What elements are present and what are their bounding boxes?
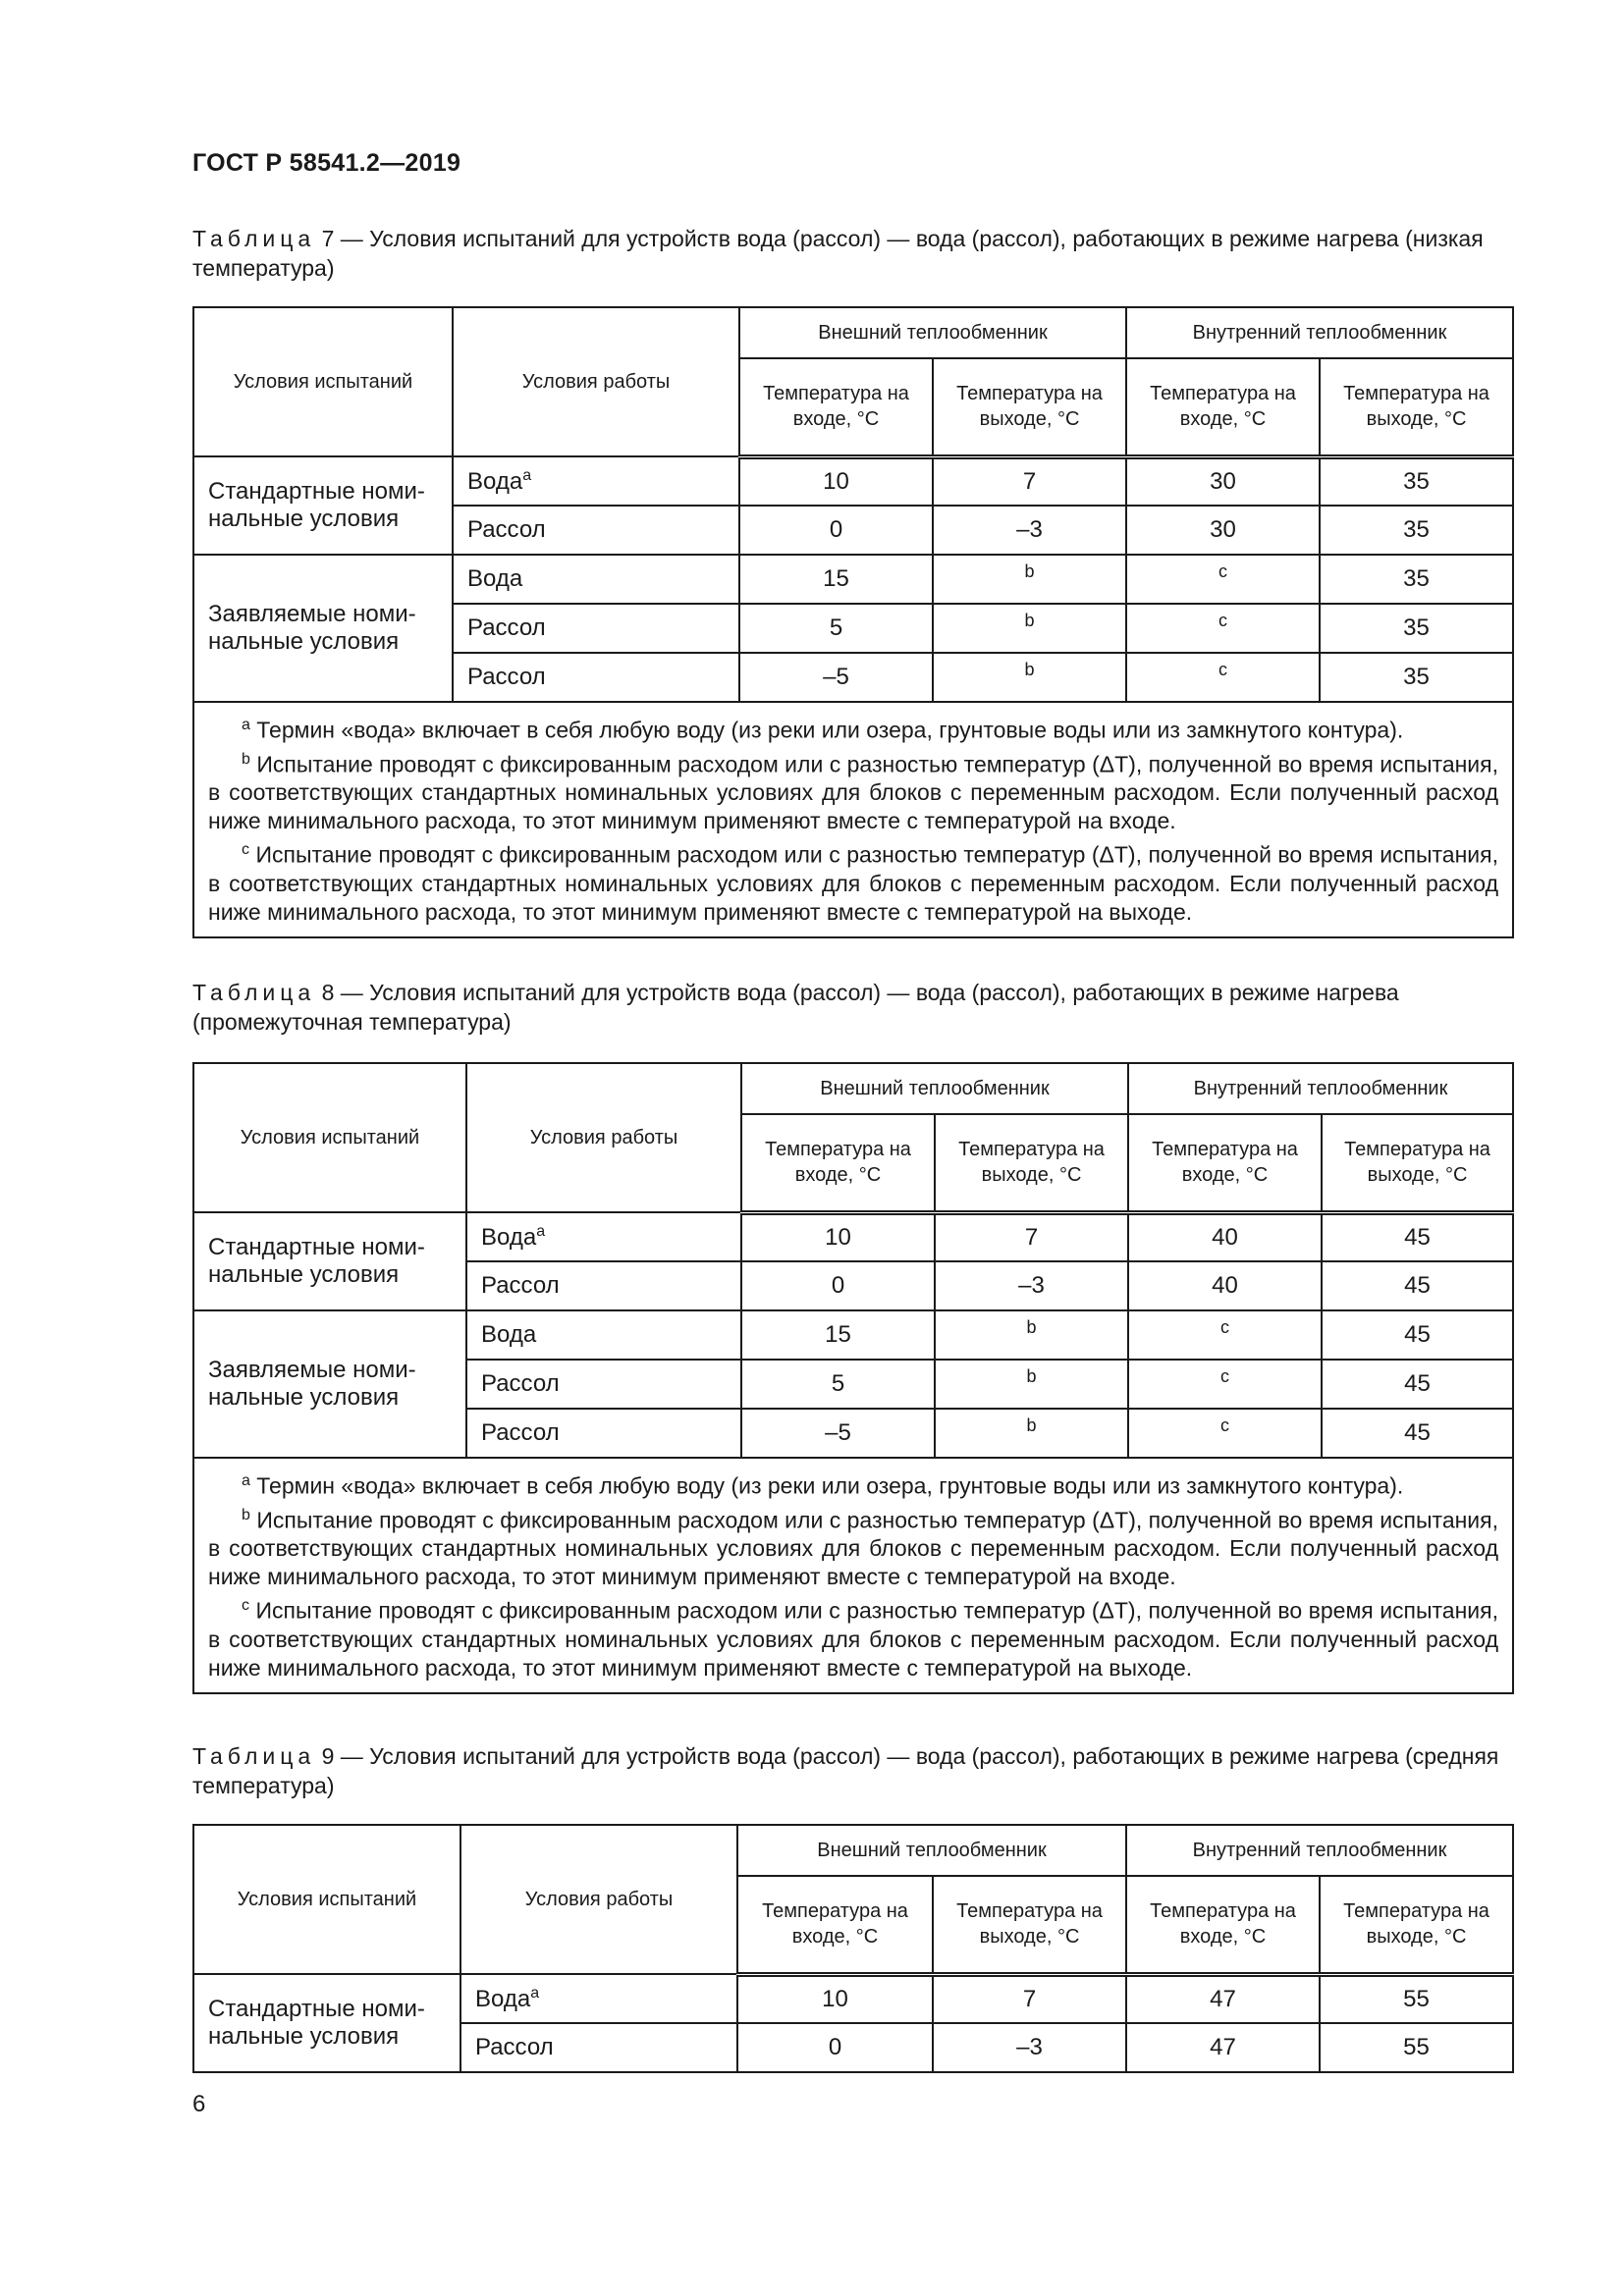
cell: –3 xyxy=(935,1261,1128,1310)
header-external-hx: Внешний теплообменник xyxy=(737,1825,1126,1876)
table-7 xyxy=(192,306,1514,938)
cell: 35 xyxy=(1320,456,1513,506)
work-brine: Рассол xyxy=(466,1261,741,1310)
header-temp-out: Температура на выходе, °С xyxy=(1320,358,1513,456)
cell: 7 xyxy=(933,1974,1126,2023)
work-brine: Рассол xyxy=(460,2023,737,2072)
table-7-caption xyxy=(192,224,1512,283)
header-external-hx: Внешний теплообменник xyxy=(741,1063,1128,1114)
note-b: $^b$ Испытание проводят с фиксированным расходом или с разностью температур (ΔT), полученной во время испытания, в соответствующих стандартных номинальных условиях для блоков с переменным расходом. Если полученный расход ниже минимального расхода, то этот минимум применяют вместе с температурой на входе. xyxy=(208,1506,1498,1590)
cell: 15 xyxy=(739,555,933,604)
header-temp-in: Температура на входе, °С xyxy=(741,1114,935,1212)
work-brine: Рассол xyxy=(453,653,739,702)
cell: 5 xyxy=(739,604,933,653)
table-8-caption xyxy=(192,978,1512,1037)
footnote-ref: b xyxy=(935,1409,1128,1458)
work-water: Вода xyxy=(466,1310,741,1360)
header-temp-out: Температура на выходе, °С xyxy=(935,1114,1128,1212)
footnote-ref: c xyxy=(1128,1360,1322,1409)
cell: 10 xyxy=(741,1212,935,1261)
cond-declared: Заявляемые номи-нальные условия xyxy=(193,555,453,702)
cell: 30 xyxy=(1126,456,1320,506)
header-temp-out: Температура на выходе, °С xyxy=(933,358,1126,456)
header-temp-in: Температура на входе, °С xyxy=(737,1876,933,1974)
footnote-ref: c xyxy=(1126,604,1320,653)
footnote-ref: b xyxy=(933,653,1126,702)
header-temp-in: Температура на входе, °С xyxy=(1128,1114,1322,1212)
cell: 15 xyxy=(741,1310,935,1360)
footnote-ref: c xyxy=(1128,1310,1322,1360)
cell: 35 xyxy=(1320,604,1513,653)
document-header: ГОСТ Р 58541.2—2019 xyxy=(192,149,461,177)
footnote-ref: b xyxy=(935,1360,1128,1409)
work-brine: Рассол xyxy=(466,1360,741,1409)
cell: 35 xyxy=(1320,555,1513,604)
cell: 47 xyxy=(1126,1974,1320,2023)
cond-standard: Стандартные номи-нальные условия xyxy=(193,456,453,555)
footnote-ref: c xyxy=(1128,1409,1322,1458)
cell: 10 xyxy=(737,1974,933,2023)
cell: –5 xyxy=(741,1409,935,1458)
work-water: Вода$^a$ xyxy=(466,1212,741,1261)
footnote-ref: b xyxy=(933,555,1126,604)
header-temp-out: Температура на выходе, °С xyxy=(1322,1114,1513,1212)
table-8 xyxy=(192,1062,1514,1694)
cell: 35 xyxy=(1320,506,1513,555)
cell: 30 xyxy=(1126,506,1320,555)
cell: –5 xyxy=(739,653,933,702)
header-test-conditions: Условия испытаний xyxy=(193,1063,466,1212)
footnote-ref: c xyxy=(1126,555,1320,604)
cell: 45 xyxy=(1322,1409,1513,1458)
cell: –3 xyxy=(933,2023,1126,2072)
cell: 0 xyxy=(737,2023,933,2072)
cell: 5 xyxy=(741,1360,935,1409)
table-notes xyxy=(193,702,1513,937)
cond-standard: Стандартные номи-нальные условия xyxy=(193,1974,460,2072)
header-test-conditions: Условия испытаний xyxy=(193,1825,460,1974)
table-9 xyxy=(192,1824,1514,2073)
note-a: $^a$ Термин «вода» включает в себя любую воду (из реки или озера, грунтовые воды или из замкнутого контура). xyxy=(242,717,1404,743)
header-internal-hx: Внутренний теплообменник xyxy=(1126,1825,1513,1876)
cell: 0 xyxy=(739,506,933,555)
work-brine: Рассол xyxy=(466,1409,741,1458)
header-work-conditions: Условия работы xyxy=(453,307,739,456)
header-temp-in: Температура на входе, °С xyxy=(1126,1876,1320,1974)
cell: 40 xyxy=(1128,1212,1322,1261)
caption-prefix: Таблица xyxy=(192,226,316,251)
page-number: 6 xyxy=(192,2091,206,2117)
cell: 45 xyxy=(1322,1212,1513,1261)
caption-text: 9 — Условия испытаний для устройств вода (рассол) — вода (рассол), работающих в режиме нагрева (средняя температура) xyxy=(192,1743,1499,1798)
work-water: Вода xyxy=(453,555,739,604)
footnote-ref: b xyxy=(935,1310,1128,1360)
cell: 45 xyxy=(1322,1360,1513,1409)
work-brine: Рассол xyxy=(453,604,739,653)
header-external-hx: Внешний теплообменник xyxy=(739,307,1126,358)
caption-prefix: Таблица xyxy=(192,1743,316,1769)
caption-text: 7 — Условия испытаний для устройств вода (рассол) — вода (рассол), работающих в режиме нагрева (низкая температура) xyxy=(192,226,1484,281)
footnote-ref: c xyxy=(1126,653,1320,702)
cell: 10 xyxy=(739,456,933,506)
cell: –3 xyxy=(933,506,1126,555)
footnote-ref: b xyxy=(933,604,1126,653)
table-notes xyxy=(193,1458,1513,1693)
caption-text: 8 — Условия испытаний для устройств вода (рассол) — вода (рассол), работающих в режиме нагрева (промежуточная температура) xyxy=(192,980,1399,1035)
caption-prefix: Таблица xyxy=(192,980,316,1005)
cell: 40 xyxy=(1128,1261,1322,1310)
header-internal-hx: Внутренний теплообменник xyxy=(1128,1063,1513,1114)
table-9-caption xyxy=(192,1741,1512,1800)
cond-standard: Стандартные номи-нальные условия xyxy=(193,1212,466,1310)
cell: 0 xyxy=(741,1261,935,1310)
header-temp-in: Температура на входе, °С xyxy=(739,358,933,456)
work-water: Вода$^a$ xyxy=(460,1974,737,2023)
note-b: $^b$ Испытание проводят с фиксированным расходом или с разностью температур (ΔT), полученной во время испытания, в соответствующих стандартных номинальных условиях для блоков с переменным расходом. Если полученный расход ниже минимального расхода, то этот минимум применяют вместе с температурой на входе. xyxy=(208,750,1498,834)
cell: 47 xyxy=(1126,2023,1320,2072)
work-brine: Рассол xyxy=(453,506,739,555)
cell: 7 xyxy=(935,1212,1128,1261)
work-water: Вода$^a$ xyxy=(453,456,739,506)
cell: 35 xyxy=(1320,653,1513,702)
cell: 45 xyxy=(1322,1310,1513,1360)
header-internal-hx: Внутренний теплообменник xyxy=(1126,307,1513,358)
header-temp-in: Температура на входе, °С xyxy=(1126,358,1320,456)
cell: 45 xyxy=(1322,1261,1513,1310)
header-test-conditions: Условия испытаний xyxy=(193,307,453,456)
note-a: $^a$ Термин «вода» включает в себя любую воду (из реки или озера, грунтовые воды или из замкнутого контура). xyxy=(242,1472,1404,1499)
header-temp-out: Температура на выходе, °С xyxy=(933,1876,1126,1974)
note-c: $^c$ Испытание проводят с фиксированным расходом или с разностью температур (ΔT), полученной во время испытания, в соответствующих стандартных номинальных условиях для блоков с переменным расходом. Если полученный расход ниже минимального расхода, то этот минимум применяют вместе с температурой на выходе. xyxy=(208,1597,1498,1681)
cond-declared: Заявляемые номи-нальные условия xyxy=(193,1310,466,1458)
header-work-conditions: Условия работы xyxy=(460,1825,737,1974)
cell: 55 xyxy=(1320,2023,1513,2072)
cell: 55 xyxy=(1320,1974,1513,2023)
cell: 7 xyxy=(933,456,1126,506)
note-c: $^c$ Испытание проводят с фиксированным расходом или с разностью температур (ΔT), полученной во время испытания, в соответствующих стандартных номинальных условиях для блоков с переменным расходом. Если полученный расход ниже минимального расхода, то этот минимум применяют вместе с температурой на выходе. xyxy=(208,841,1498,925)
header-temp-out: Температура на выходе, °С xyxy=(1320,1876,1513,1974)
header-work-conditions: Условия работы xyxy=(466,1063,741,1212)
